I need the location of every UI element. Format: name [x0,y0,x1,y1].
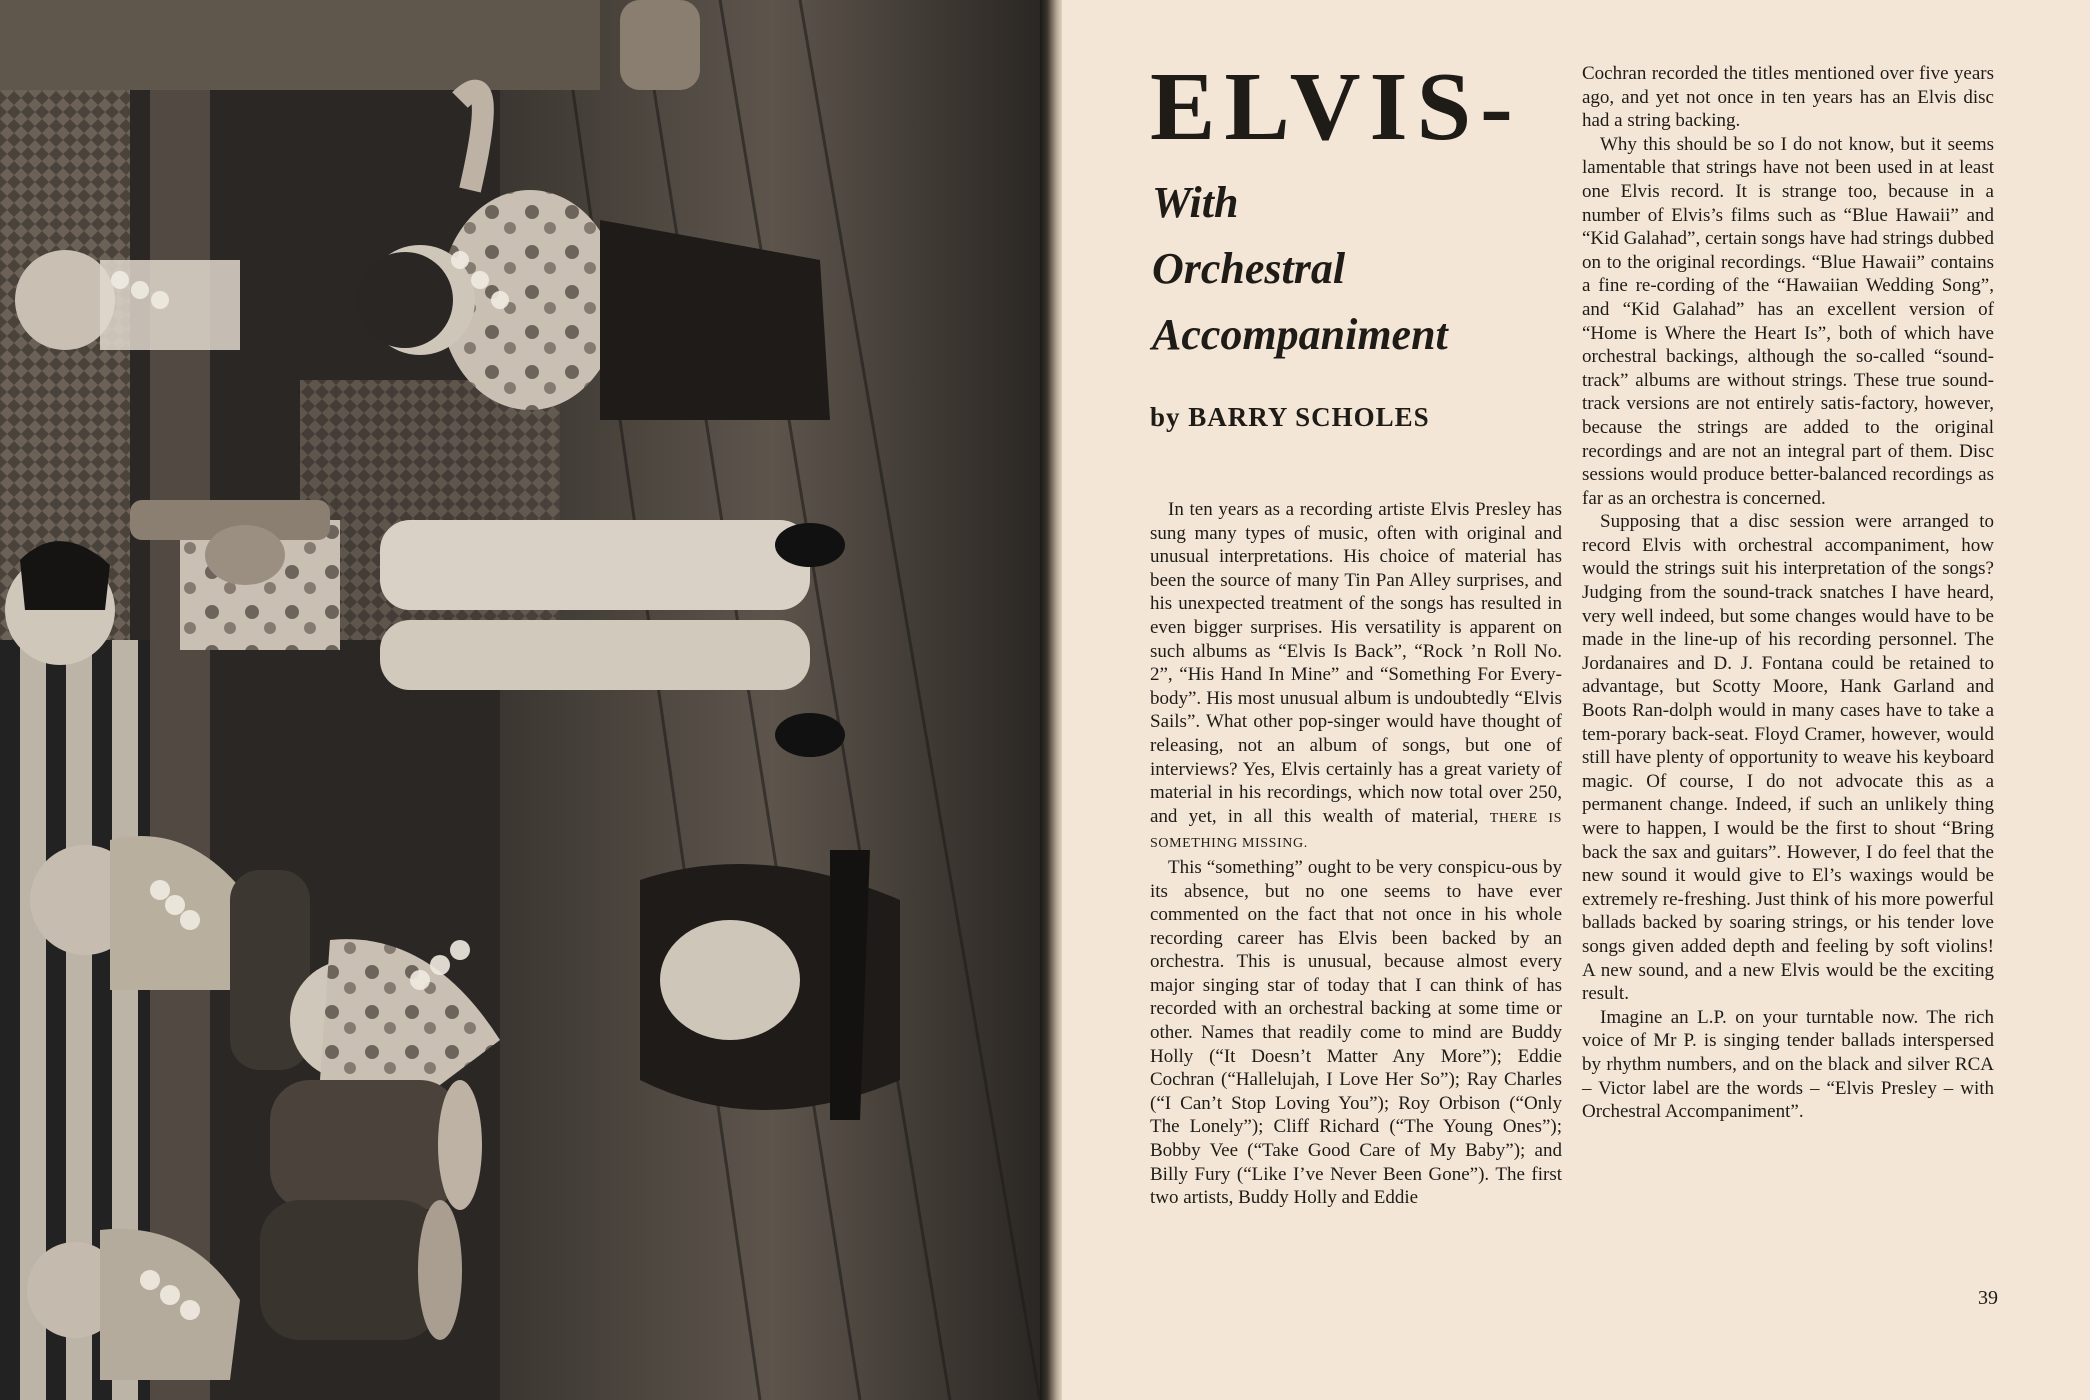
paragraph-2-continued: Cochran recorded the titles mentioned over five years ago, and yet not once in ten years has an Elvis disc had a string backing. [1582,63,1994,132]
subtitle-line-1: With [1152,178,1239,227]
small-caps-phrase: THERE IS SOMETHING MISSING. [1150,810,1562,852]
article-subtitle [1152,170,1448,368]
paragraph-1 [1150,498,1562,856]
page-gutter [1040,0,1064,1400]
paragraph-2: This “something” ought to be very conspicu-ous by its absence, but no one seems to have ever commented on the fact that not once in his whole recording career has Elvis been backed by an orchestra. This is unusual, because almost every major singing star of today that I can think of has recorded with an orchestral backing at some time or other. Names that readily come to mind are Buddy Holly (“It Doesn’t Matter Any More”); Eddie Cochran (“Hallelujah, I Love Her So”); Ray Charles (“I Can’t Stop Loving You”); Roy Orbison (“Only The Lonely”); Cliff Richard (“The Young Ones”); Bobby Vee (“Take Good Care of My Baby”); and Billy Fury (“Like I’ve Never Been Gone”). The first two artists, Buddy Holly and Eddie [1150,856,1562,1209]
article-title: ELVIS- [1150,53,1522,161]
paragraph-5: Imagine an L.P. on your turntable now. The rich voice of Mr P. is singing tender ballads interspersed by rhythm numbers, and on the black and silver RCA – Victor label are the words – “Elvis Presley – with Orchestral Accompaniment”. [1582,1006,1994,1123]
paragraph-4: Supposing that a disc session were arranged to record Elvis with orchestral accompaniment, how would the strings suit his interpretation of the songs? Judging from the sound-track snatches I have heard, very well indeed, but some changes would have to be made in the line-up of his recording personnel. The Jordanaires and D. J. Fontana could be retained to advantage, but Scotty Moore, Hank Garland and Boots Ran-dolph would in many cases have to take a tem-porary back-seat. Floyd Cramer, however, would still have plenty of opportunity to weave his keyboard magic. Of course, I do not advocate this as a permanent change. Indeed, if such an unlikely thing were to happen, I would be the first to shout “Bring back the sax and guitars”. However, I do feel that the new sound it would give to El’s waxings would be extremely re-freshing. Just think of his more powerful ballads backed by soaring strings, or his tender love songs given added depth and feeling by soft violins! A new sound, and a new Elvis would be the exciting result. [1582,511,1994,1005]
paragraph-1-text: In ten years as a recording artiste Elvis Presley has sung many types of music, often with original and unusual interpretations. His choice of material has been the source of many Tin Pan Alley surprises, and his unexpected treatment of the songs has resulted in even bigger surprises. His versatility is apparent on such albums as “Elvis Is Back”, “Rock ’n Roll No. 2”, “His Hand In Mine” and “Something For Every-body”. His most unusual album is undoubtedly “Elvis Sails”. What other pop-singer would have thought of releasing, not an album of songs, but one of interviews? Yes, Elvis certainly has a great variety of material in his recordings, which now total over 250, and yet, in all this wealth of material, [1150,499,1562,827]
page-number: 39 [1978,1287,1998,1309]
subtitle-line-2: Orchestral [1152,244,1346,293]
article-page [1062,0,2090,1400]
text-column-left [1150,498,1562,1210]
paragraph-3: Why this should be so I do not know, but it seems lamentable that strings have not been used in at least one Elvis record. It is strange too, because in a number of Elvis’s films such as “Blue Hawaii” and “Kid Galahad”, certain songs have had strings dubbed on to the original recordings. “Blue Hawaii” contains a fine re-cording of the “Hawaiian Wedding Song”, and “Kid Galahad” has an excellent version of “Home is Where the Heart Is”, both of which have orchestral backings, although the so-called “sound-track” albums are without strings. These true sound-track versions are not entirely satis-factory, however, because the strings are added to the original recordings and are not an integral part of them. Disc sessions would produce better-balanced recordings as far as an orchestra is concerned. [1582,133,1994,509]
text-column-right [1582,62,1994,1124]
byline: by BARRY SCHOLES [1150,402,1430,432]
subtitle-line-3: Accompaniment [1152,310,1448,359]
